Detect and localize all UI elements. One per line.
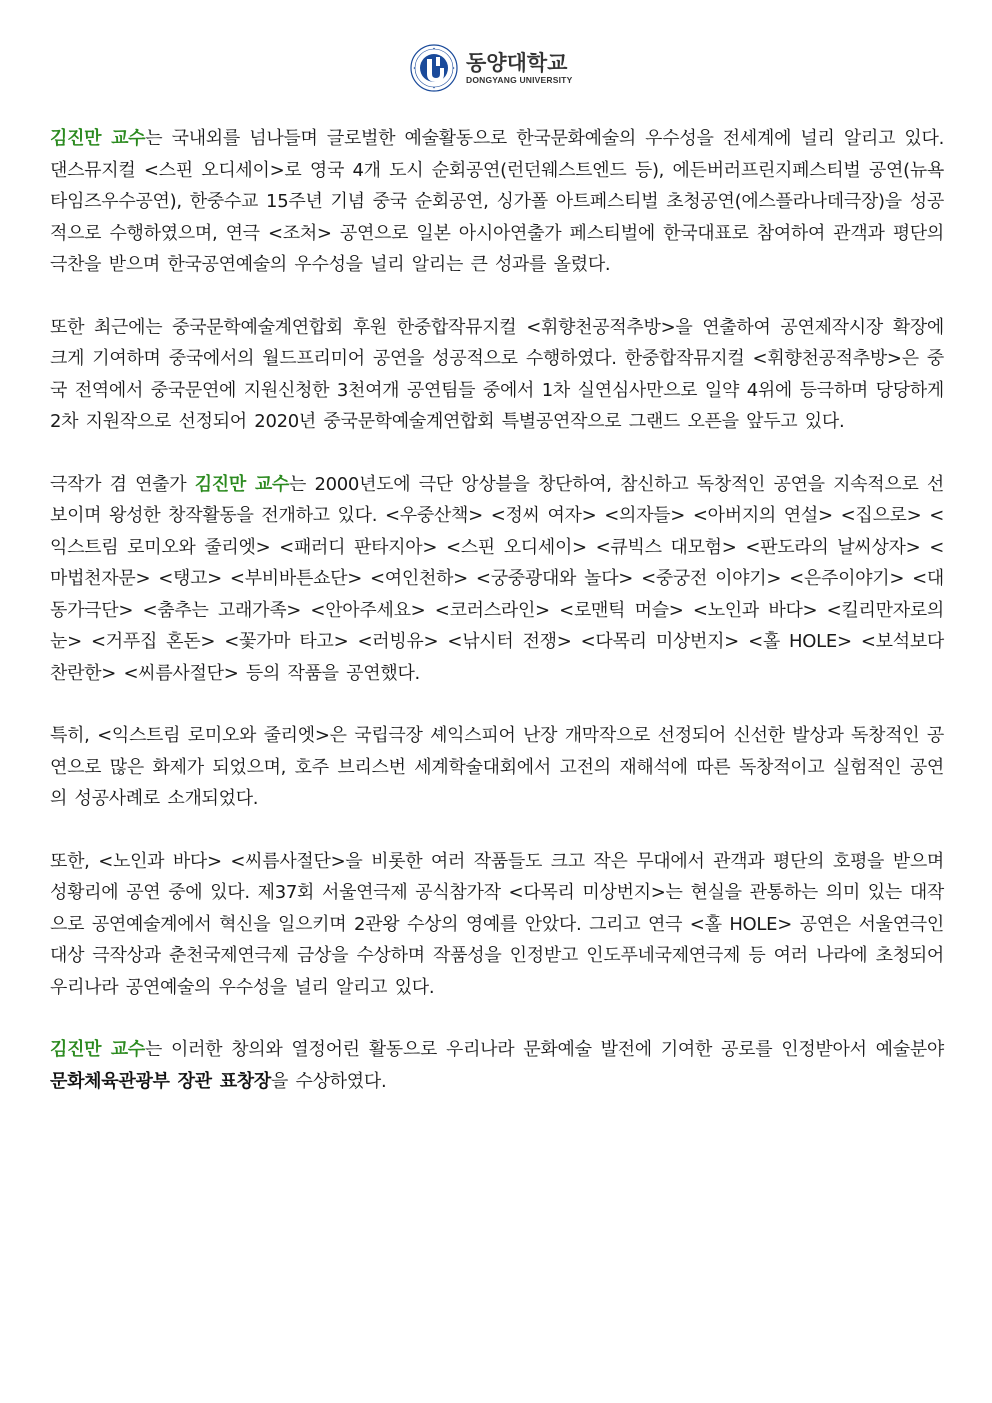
paragraph-text: 특히, <익스트림 로미오와 줄리엣>은 국립극장 셰익스피어 난장 개막작으로 선정되어 신선한 발상과 독창적인 공연으로 많은 화제가 되었으며, 호주 브리스번 세계학술대회에서 고전의 재해석에 따른 독창적이고 실험적인 공연의 성공사례로 소개되었다. — [50, 725, 944, 809]
brand-wordmark — [466, 51, 572, 86]
article-paragraph — [50, 846, 944, 1004]
highlighted-name: 김진만 교수 — [50, 128, 146, 149]
article-paragraph — [50, 1034, 944, 1097]
university-name-korean: 동양대학교 — [466, 50, 568, 75]
university-seal-icon — [410, 44, 458, 92]
paragraph-text: 는 이러한 창의와 열정어린 활동으로 우리나라 문화예술 발전에 기여한 공로를 인정받아서 예술분야 — [144, 1039, 944, 1060]
paragraph-text: 또한 최근에는 중국문학예술계연합회 후원 한중합작뮤지컬 <휘향천공적추방>을 연출하여 공연제작시장 확장에 크게 기여하며 중국에서의 월드프리미어 공연을 성공적으로 수행하였다. 한중합작뮤지컬 <휘향천공적추방>은 중국 전역에서 중국문연에 지원신청한 3천여개 공연팀들 중에서 1차 실연심사만으로 일약 4위에 등극하며 당당하게 2차 지원작으로 선정되어 2020년 중국문학예술계연합회 특별공연작으로 그랜드 오픈을 앞두고 있다. — [50, 316, 944, 432]
highlighted-name: 김진만 교수 — [194, 473, 290, 495]
university-name-english: DONGYANG UNIVERSITY — [466, 74, 573, 85]
paragraph-text: 는 2000년도에 극단 앙상블을 창단하여, 참신하고 독창적인 공연을 지속적으로 선보이며 왕성한 창작활동을 전개하고 있다. <우중산책> <정씨 여자> <의자들> <아버지의 연설> <집으로> <익스트림 로미오와 줄리엣> <패러디 판타지아> <스핀 오디세이> <큐빅스 대모험> <판도라의 날씨상자> <마법천자문> <탱고> <부비바튼쇼단> <여인천하> <궁중광대와 놀다> <중궁전 이야기> <은주이야기> <대동가극단> <춤추는 고래가족> <안아주세요> <코러스라인> <로맨틱 머슬> <노인과 바다> <킬리만자로의 눈> <거푸집 혼돈> <꽃가마 타고> <러빙유> <낚시터 전쟁> <다목리 미상번지> <홀 HOLE> <보석보다 찬란한> <씨름사절단> 등의 작품을 공연했다. — [50, 473, 944, 684]
article-body — [50, 123, 944, 1128]
paragraph-text: 또한, <노인과 바다> <씨름사절단>을 비롯한 여러 작품들도 크고 작은 무대에서 관객과 평단의 호평을 받으며 성황리에 공연 중에 있다. 제37회 서울연극제 공식참가작 <다목리 미상번지>는 현실을 관통하는 의미 있는 대작으로 공연예술계에서 혁신을 일으키며 2관왕 수상의 영예를 안았다. 그리고 연극 <홀 HOLE> 공연은 서울연극인대상 극작상과 춘천국제연극제 금상을 수상하며 작품성을 인정받고 인도푸네국제연극제 등 여러 나라에 초청되어 우리나라 공연예술의 우수성을 널리 알리고 있다. — [50, 850, 944, 998]
award-name: 문화체육관광부 장관 표창장 — [50, 1070, 271, 1092]
highlighted-name: 김진만 교수 — [50, 1039, 145, 1060]
paragraph-text: 극작가 겸 연출가 — [50, 473, 195, 495]
article-paragraph — [50, 123, 944, 281]
article-paragraph — [50, 720, 944, 815]
header — [410, 44, 572, 92]
paragraph-text: 을 수상하였다. — [271, 1070, 387, 1092]
article-paragraph — [50, 469, 944, 690]
paragraph-text: 는 국내외를 넘나들며 글로벌한 예술활동으로 한국문화예술의 우수성을 전세계에 널리 알리고 있다. 댄스뮤지컬 <스핀 오디세이>로 영국 4개 도시 순회공연(런던웨스트엔드 등), 에든버러프린지페스티벌 공연(뉴욕타임즈우수공연), 한중수교 15주년 기념 중국 순회공연, 싱가폴 아트페스티벌 초청공연(에스플라나데극장)을 성공적으로 수행하였으며, 연극 <조처> 공연으로 일본 아시아연출가 페스티벌에 한국대표로 참여하여 관객과 평단의 극찬을 받으며 한국공연예술의 우수성을 널리 알리는 큰 성과를 올렸다. — [50, 128, 945, 275]
article-paragraph — [50, 312, 944, 438]
